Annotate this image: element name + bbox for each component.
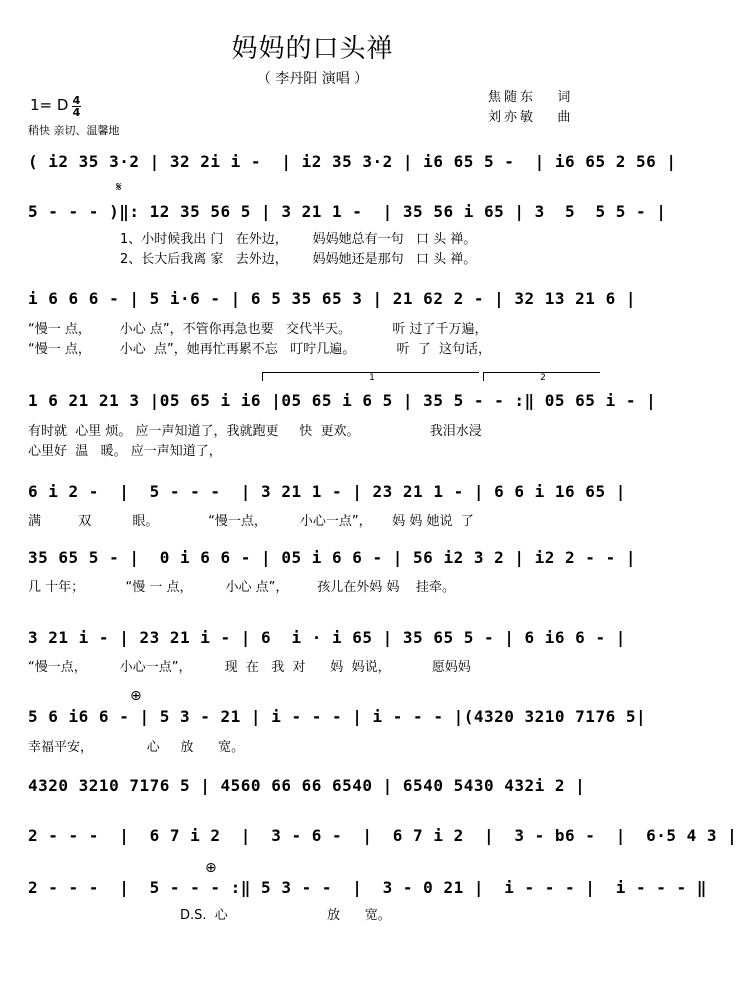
- notation-line-4: 1 6 21 21 3 |05 65 i i6 |05 65 i 6 5 | 35 5 - - :‖ 05 65 i - |: [28, 391, 657, 410]
- notation-line-6: 35 65 5 - | 0 i 6 6 - | 05 i 6 6 - | 56 i2 3 2 | i2 2 - - |: [28, 548, 636, 567]
- time-signature-top: 4: [72, 94, 81, 107]
- notation-line-1: ( i2 35 3·2 | 32 2i i - | i2 35 3·2 | i6 65 5 - | i6 65 2 56 |: [28, 152, 677, 171]
- lyric-line-5: 满 双 眼。 “慢一点， 小心一点”， 妈 妈 她说 了: [28, 514, 474, 529]
- lyric-line-6: 几 十年； “慢 一 点， 小心 点”， 孩儿在外妈 妈 挂牵。: [28, 580, 455, 595]
- lyric-line-4-verse-1: 有时就 心里 烦。 应一声知道了，我就跑更 快 更欢。 我泪水浸: [28, 424, 482, 439]
- notation-line-11: 2 - - - | 5 - - - :‖ 5 3 - - | 3 - 0 21 | i - - - | i - - - ‖: [28, 878, 707, 897]
- segno-icon: 𝄋: [116, 180, 122, 195]
- notation-line-5: 6 i 2 - | 5 - - - | 3 21 1 - | 23 21 1 - | 6 6 i 16 65 |: [28, 482, 626, 501]
- time-signature-bottom: 4: [72, 106, 81, 119]
- lyric-line-3-verse-1: “慢一 点， 小心 点”，不管你再急也要 交代半天。 听 过了千万遍，: [28, 322, 488, 337]
- volta-1: 1: [262, 372, 479, 381]
- time-signature: [72, 95, 81, 118]
- song-title: 妈妈的口头禅: [231, 34, 394, 64]
- lyric-line-11: D.S. 心 放 宽。: [180, 908, 391, 923]
- notation-line-10: 2 - - - | 6 7 i 2 | 3 - 6 - | 6 7 i 2 | 3 - b6 - | 6·5 4 3 |: [28, 826, 737, 845]
- key-signature: 1= D: [30, 96, 69, 114]
- composer-credit: 刘亦敏 曲: [488, 110, 574, 125]
- tempo-marking: 稍快 亲切、温馨地: [28, 124, 120, 137]
- lyric-line-8: 幸福平安， 心 放 宽。: [28, 740, 245, 755]
- singer-credit: （ 李丹阳 演唱 ）: [256, 71, 369, 87]
- notation-line-9: 4320 3210 7176 5 | 4560 66 66 6540 | 6540 5430 432i 2 |: [28, 776, 586, 795]
- lyric-line-2-verse-2: 2、长大后我离 家 去外边， 妈妈她还是那句 口 头 禅。: [120, 252, 477, 267]
- notation-line-2: 5 - - - )‖: 12 35 56 5 | 3 21 1 - | 35 56 i 65 | 3 5 5 5 - |: [28, 202, 667, 221]
- lyricist-credit: 焦随东 词: [488, 90, 574, 105]
- coda-icon-2: ⊕: [205, 860, 217, 876]
- coda-icon: ⊕: [130, 688, 142, 704]
- lyric-line-3-verse-2: “慢一 点， 小心 点”，她再忙再累不忘 叮咛几遍。 听 了 这句话，: [28, 342, 492, 357]
- lyric-line-2-verse-1: 1、小时候我出 门 在外边， 妈妈她总有一句 口 头 禅。: [120, 232, 477, 247]
- notation-line-7: 3 21 i - | 23 21 i - | 6 i · i 65 | 35 65 5 - | 6 i6 6 - |: [28, 628, 626, 647]
- volta-2: 2: [483, 372, 600, 381]
- notation-line-8: 5 6 i6 6 - | 5 3 - 21 | i - - - | i - - - |(4320 3210 7176 5|: [28, 707, 647, 726]
- notation-line-3: i 6 6 6 - | 5 i·6 - | 6 5 35 65 3 | 21 62 2 - | 32 13 21 6 |: [28, 289, 636, 308]
- lyric-line-4-verse-2: 心里好 温 暖。 应一声知道了，: [28, 444, 222, 459]
- lyric-line-7: “慢一点， 小心一点”， 现 在 我 对 妈 妈说， 愿妈妈: [28, 660, 471, 675]
